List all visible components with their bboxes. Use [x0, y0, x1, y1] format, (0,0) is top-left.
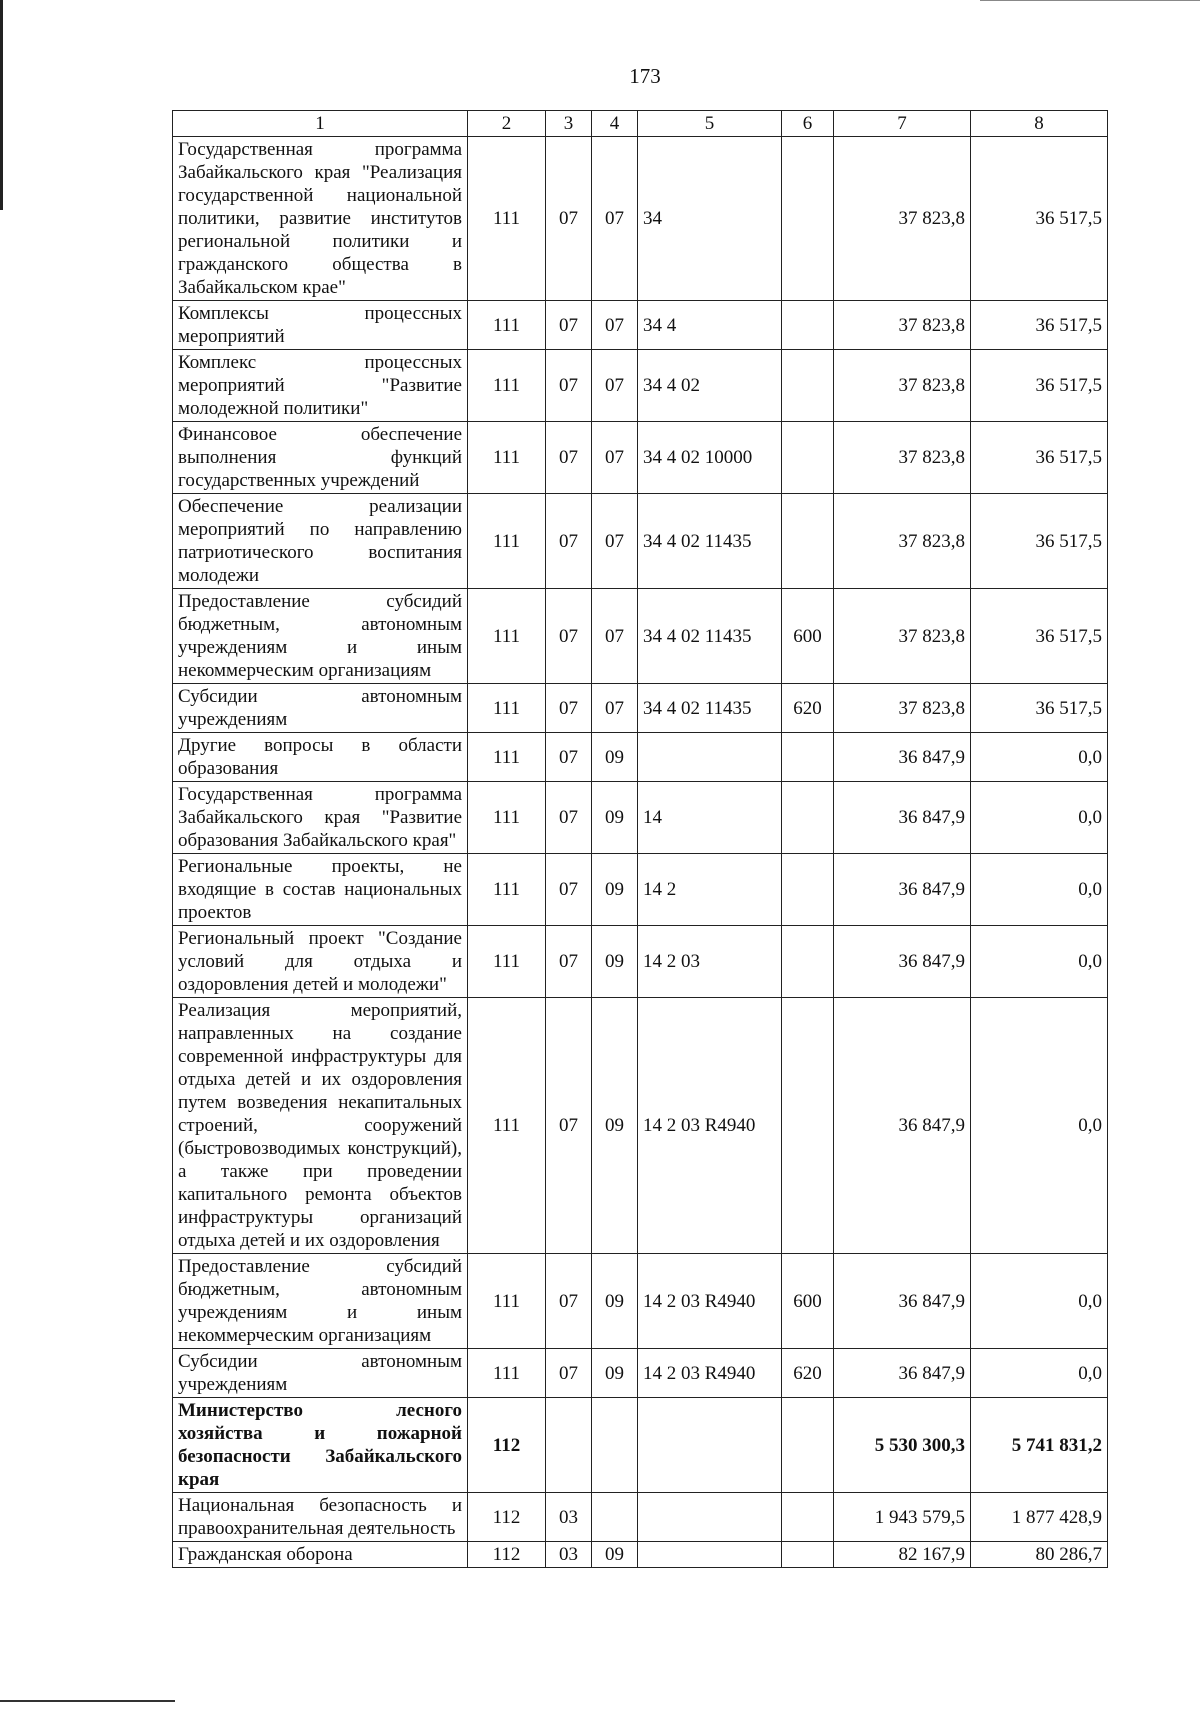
header-cell: 3 — [546, 111, 592, 137]
row-value-cell: 34 4 02 — [638, 350, 782, 422]
row-value-cell: 111 — [468, 926, 546, 998]
budget-table — [172, 110, 1108, 1568]
table-body — [173, 137, 1108, 1568]
row-name-cell: Предоставление субсидий бюджетным, автономным учреждениям и иным некоммерческим организациям — [173, 1254, 468, 1349]
row-value-cell: 5 741 831,2 — [971, 1398, 1108, 1493]
row-value-cell: 0,0 — [971, 1349, 1108, 1398]
row-value-cell: 07 — [592, 684, 638, 733]
row-value-cell: 36 517,5 — [971, 137, 1108, 301]
row-value-cell: 111 — [468, 1254, 546, 1349]
row-value-cell: 111 — [468, 422, 546, 494]
row-value-cell: 620 — [782, 1349, 834, 1398]
row-value-cell: 112 — [468, 1542, 546, 1568]
table-row — [173, 1398, 1108, 1493]
table-row — [173, 1542, 1108, 1568]
row-value-cell: 82 167,9 — [834, 1542, 971, 1568]
row-value-cell: 07 — [592, 494, 638, 589]
row-value-cell: 111 — [468, 733, 546, 782]
row-value-cell: 36 847,9 — [834, 854, 971, 926]
row-value-cell: 111 — [468, 1349, 546, 1398]
row-value-cell: 111 — [468, 782, 546, 854]
row-value-cell: 0,0 — [971, 854, 1108, 926]
row-value-cell: 14 2 03 R4940 — [638, 1254, 782, 1349]
row-name-cell: Субсидии автономным учреждениям — [173, 1349, 468, 1398]
row-value-cell — [782, 998, 834, 1254]
row-value-cell — [782, 1493, 834, 1542]
row-value-cell — [638, 1398, 782, 1493]
row-value-cell: 07 — [592, 422, 638, 494]
table-row — [173, 589, 1108, 684]
row-value-cell: 09 — [592, 998, 638, 1254]
header-row — [173, 111, 1108, 137]
row-value-cell: 07 — [546, 1254, 592, 1349]
row-value-cell: 0,0 — [971, 782, 1108, 854]
row-value-cell: 14 2 03 R4940 — [638, 998, 782, 1254]
header-cell: 8 — [971, 111, 1108, 137]
row-value-cell — [782, 926, 834, 998]
row-value-cell — [638, 733, 782, 782]
row-value-cell: 0,0 — [971, 998, 1108, 1254]
row-name-cell: Комплекс процессных мероприятий "Развитие молодежной политики" — [173, 350, 468, 422]
header-cell: 1 — [173, 111, 468, 137]
header-cell: 7 — [834, 111, 971, 137]
row-value-cell: 07 — [546, 589, 592, 684]
row-value-cell: 07 — [546, 782, 592, 854]
scan-edge-mark-bottom — [0, 1700, 175, 1702]
row-value-cell: 07 — [546, 926, 592, 998]
row-value-cell: 34 4 02 11435 — [638, 494, 782, 589]
row-value-cell: 111 — [468, 998, 546, 1254]
row-value-cell: 111 — [468, 350, 546, 422]
table-row — [173, 926, 1108, 998]
row-value-cell: 09 — [592, 1542, 638, 1568]
row-name-cell: Финансовое обеспечение выполнения функций государственных учреждений — [173, 422, 468, 494]
row-name-cell: Региональный проект "Создание условий для отдыха и оздоровления детей и молодежи" — [173, 926, 468, 998]
row-value-cell: 36 517,5 — [971, 684, 1108, 733]
row-value-cell: 07 — [546, 350, 592, 422]
row-name-cell: Национальная безопасность и правоохранительная деятельность — [173, 1493, 468, 1542]
row-value-cell: 14 2 03 R4940 — [638, 1349, 782, 1398]
row-value-cell: 14 2 03 — [638, 926, 782, 998]
row-value-cell: 07 — [546, 684, 592, 733]
row-value-cell: 600 — [782, 1254, 834, 1349]
row-value-cell: 36 517,5 — [971, 350, 1108, 422]
row-value-cell — [782, 1542, 834, 1568]
row-name-cell: Субсидии автономным учреждениям — [173, 684, 468, 733]
row-name-cell: Региональные проекты, не входящие в состав национальных проектов — [173, 854, 468, 926]
row-value-cell: 1 877 428,9 — [971, 1493, 1108, 1542]
row-value-cell — [546, 1398, 592, 1493]
row-name-cell: Другие вопросы в области образования — [173, 733, 468, 782]
row-value-cell: 1 943 579,5 — [834, 1493, 971, 1542]
row-value-cell: 37 823,8 — [834, 589, 971, 684]
table-row — [173, 854, 1108, 926]
row-value-cell: 07 — [592, 350, 638, 422]
table-row — [173, 350, 1108, 422]
page-number: 173 — [629, 64, 661, 88]
row-value-cell: 34 4 02 11435 — [638, 589, 782, 684]
row-value-cell: 07 — [546, 494, 592, 589]
row-value-cell: 36 517,5 — [971, 301, 1108, 350]
scan-edge-mark-top — [980, 0, 1200, 1]
table-row — [173, 733, 1108, 782]
header-cell: 5 — [638, 111, 782, 137]
row-value-cell: 07 — [546, 733, 592, 782]
row-value-cell — [592, 1493, 638, 1542]
row-value-cell — [782, 782, 834, 854]
row-value-cell: 14 — [638, 782, 782, 854]
row-value-cell: 36 847,9 — [834, 1349, 971, 1398]
row-value-cell: 07 — [592, 137, 638, 301]
row-value-cell — [782, 494, 834, 589]
row-value-cell: 36 517,5 — [971, 589, 1108, 684]
row-value-cell: 36 847,9 — [834, 998, 971, 1254]
row-value-cell: 37 823,8 — [834, 684, 971, 733]
row-name-cell: Министерство лесного хозяйства и пожарной безопасности Забайкальского края — [173, 1398, 468, 1493]
row-name-cell: Государственная программа Забайкальского края "Реализация государственной национальной политики, развитие институтов региональной политики и гражданского общества в Забайкальском крае" — [173, 137, 468, 301]
row-value-cell: 07 — [546, 998, 592, 1254]
row-value-cell: 620 — [782, 684, 834, 733]
row-value-cell — [782, 854, 834, 926]
row-value-cell: 34 4 02 11435 — [638, 684, 782, 733]
row-value-cell: 36 847,9 — [834, 1254, 971, 1349]
row-name-cell: Предоставление субсидий бюджетным, автономным учреждениям и иным некоммерческим организациям — [173, 589, 468, 684]
row-value-cell: 07 — [546, 1349, 592, 1398]
row-name-cell: Комплексы процессных мероприятий — [173, 301, 468, 350]
row-value-cell: 37 823,8 — [834, 137, 971, 301]
row-value-cell: 5 530 300,3 — [834, 1398, 971, 1493]
row-value-cell: 36 847,9 — [834, 926, 971, 998]
row-name-cell: Обеспечение реализации мероприятий по направлению патриотического воспитания молодежи — [173, 494, 468, 589]
row-value-cell: 111 — [468, 137, 546, 301]
row-name-cell: Государственная программа Забайкальского края "Развитие образования Забайкальского края" — [173, 782, 468, 854]
row-value-cell: 0,0 — [971, 733, 1108, 782]
row-value-cell: 112 — [468, 1493, 546, 1542]
row-value-cell: 37 823,8 — [834, 301, 971, 350]
row-value-cell: 07 — [592, 589, 638, 684]
row-value-cell: 34 — [638, 137, 782, 301]
row-value-cell: 03 — [546, 1493, 592, 1542]
row-value-cell: 36 847,9 — [834, 782, 971, 854]
row-value-cell: 09 — [592, 733, 638, 782]
row-value-cell: 09 — [592, 1349, 638, 1398]
row-value-cell: 09 — [592, 926, 638, 998]
row-value-cell: 0,0 — [971, 926, 1108, 998]
table-row — [173, 998, 1108, 1254]
row-value-cell — [638, 1493, 782, 1542]
row-value-cell — [782, 733, 834, 782]
row-value-cell: 80 286,7 — [971, 1542, 1108, 1568]
row-value-cell: 07 — [592, 301, 638, 350]
row-value-cell: 36 517,5 — [971, 494, 1108, 589]
row-value-cell: 37 823,8 — [834, 494, 971, 589]
row-value-cell: 07 — [546, 422, 592, 494]
row-value-cell: 07 — [546, 301, 592, 350]
table-row — [173, 494, 1108, 589]
table-row — [173, 137, 1108, 301]
row-value-cell: 34 4 02 10000 — [638, 422, 782, 494]
row-value-cell: 03 — [546, 1542, 592, 1568]
table-row — [173, 782, 1108, 854]
scan-edge-mark — [0, 0, 3, 210]
row-value-cell — [782, 1398, 834, 1493]
row-value-cell: 37 823,8 — [834, 422, 971, 494]
row-value-cell: 111 — [468, 589, 546, 684]
table-row — [173, 1254, 1108, 1349]
row-value-cell: 111 — [468, 684, 546, 733]
header-cell: 2 — [468, 111, 546, 137]
table-row — [173, 684, 1108, 733]
row-value-cell — [782, 301, 834, 350]
header-cell: 6 — [782, 111, 834, 137]
row-value-cell — [638, 1542, 782, 1568]
row-value-cell: 09 — [592, 1254, 638, 1349]
table-row — [173, 301, 1108, 350]
header-cell: 4 — [592, 111, 638, 137]
row-value-cell — [782, 350, 834, 422]
row-value-cell: 111 — [468, 494, 546, 589]
row-value-cell: 07 — [546, 137, 592, 301]
table-row — [173, 1493, 1108, 1542]
row-value-cell: 36 517,5 — [971, 422, 1108, 494]
row-value-cell: 111 — [468, 301, 546, 350]
row-value-cell: 37 823,8 — [834, 350, 971, 422]
row-value-cell: 0,0 — [971, 1254, 1108, 1349]
table-row — [173, 1349, 1108, 1398]
row-name-cell: Реализация мероприятий, направленных на создание современной инфраструктуры для отдыха детей и их оздоровления путем возведения некапитальных строений, сооружений (быстровозводимых конструкций), а также при проведении капитального ремонта объектов инфраструктуры организаций отдыха детей и их оздоровления — [173, 998, 468, 1254]
row-value-cell: 36 847,9 — [834, 733, 971, 782]
row-value-cell: 600 — [782, 589, 834, 684]
row-value-cell: 111 — [468, 854, 546, 926]
row-value-cell: 14 2 — [638, 854, 782, 926]
row-value-cell: 112 — [468, 1398, 546, 1493]
row-value-cell: 09 — [592, 854, 638, 926]
row-name-cell: Гражданская оборона — [173, 1542, 468, 1568]
row-value-cell: 09 — [592, 782, 638, 854]
row-value-cell: 07 — [546, 854, 592, 926]
row-value-cell: 34 4 — [638, 301, 782, 350]
row-value-cell — [782, 422, 834, 494]
row-value-cell — [592, 1398, 638, 1493]
row-value-cell — [782, 137, 834, 301]
table-row — [173, 422, 1108, 494]
